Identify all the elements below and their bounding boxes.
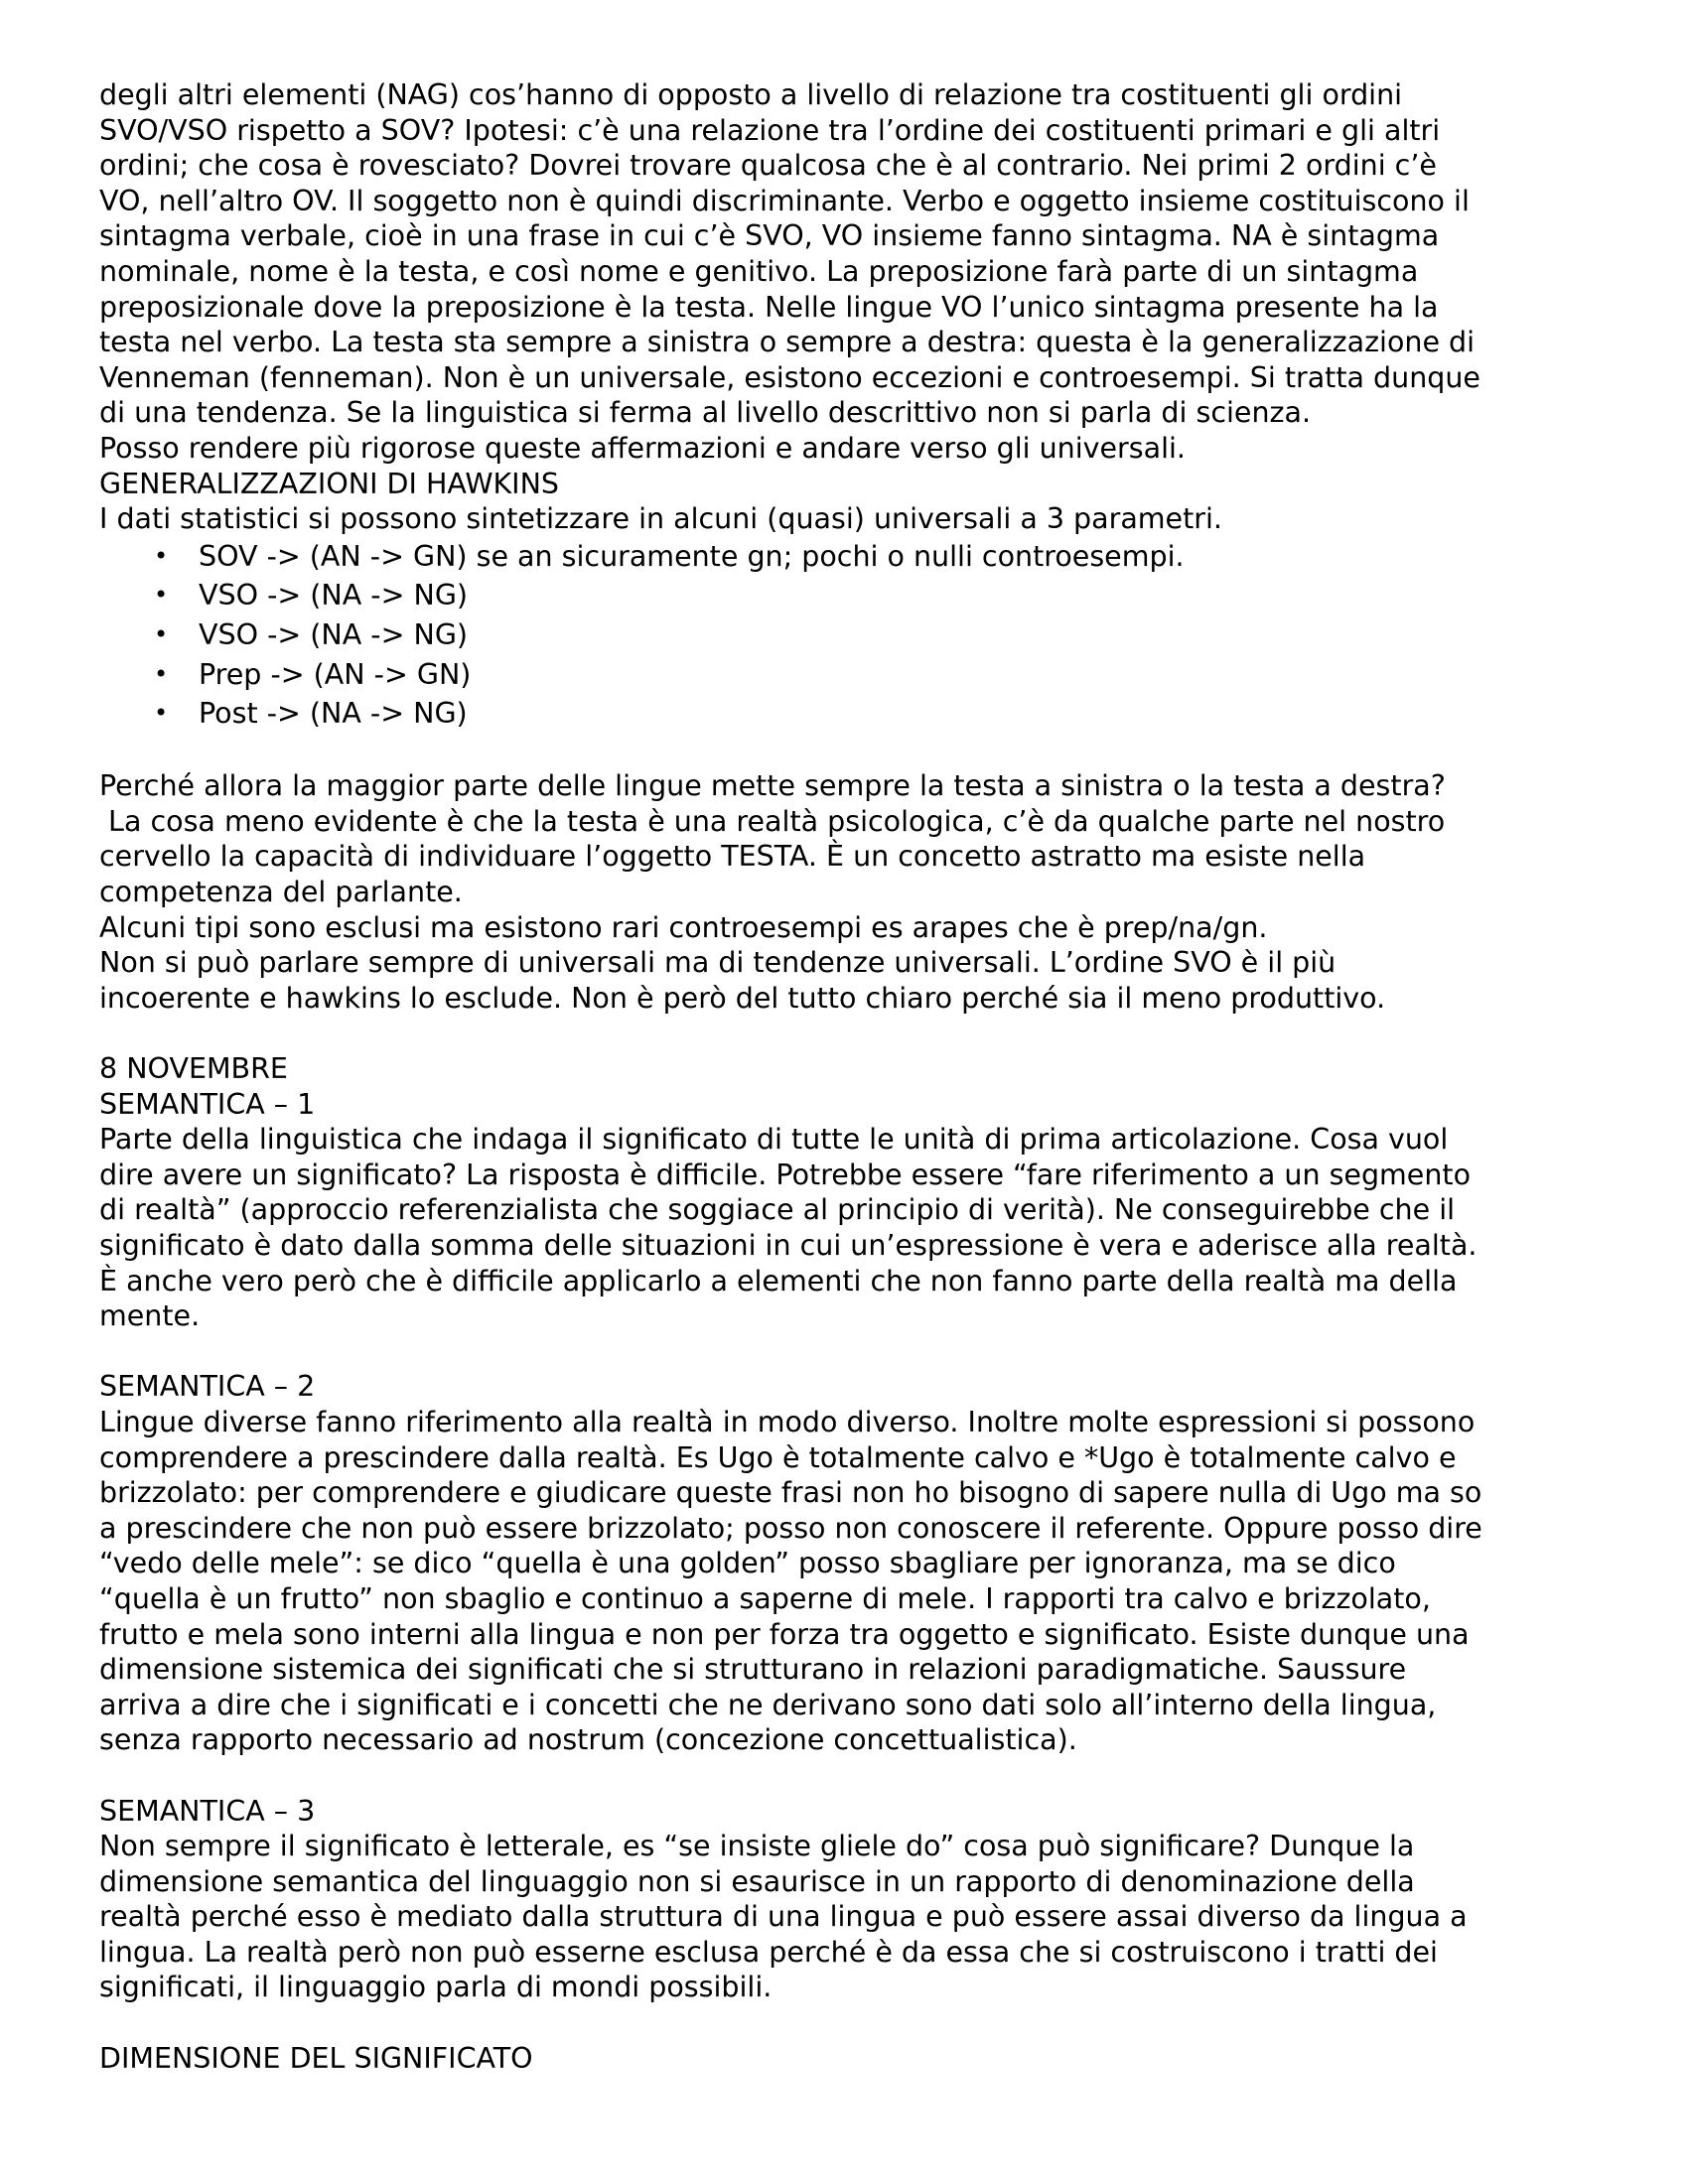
document-page: [99, 77, 1589, 2076]
list-item: [99, 694, 1589, 734]
text-line: Venneman (fenneman). Non è un universale, esistono eccezioni e controesempi. Si tratta dunque: [99, 360, 1480, 394]
blank-line: [99, 1758, 1589, 1794]
text-line: dimensione sistemica dei significati che si strutturano in relazioni paradigmatiche. Saussure: [99, 1653, 1407, 1687]
text-line: senza rapporto necessario ad nostrum (concezione concettualistica).: [99, 1723, 1077, 1757]
text-line: significato è dato dalla somma delle situazioni in cui un’espressione è vera e aderisce alla realtà.: [99, 1229, 1477, 1262]
hawkins-intro: I dati statistici si possono sintetizzare in alcuni (quasi) universali a 3 parametri.: [99, 502, 1222, 536]
text-line: brizzolato: per comprendere e giudicare queste frasi non ho bisogno di sapere nulla di Ugo ma so: [99, 1476, 1482, 1510]
list-item: [99, 537, 1589, 577]
bullet-icon: •: [154, 541, 169, 570]
hawkins-heading: GENERALIZZAZIONI DI HAWKINS: [99, 467, 559, 500]
text-line: cervello la capacità di individuare l’oggetto TESTA. È un concetto astratto ma esiste nella: [99, 840, 1366, 874]
text-line: realtà perché esso è mediato dalla struttura di una lingua e può essere assai diverso da lingua a: [99, 1900, 1468, 1934]
blank-line: [99, 1016, 1589, 1051]
text-line: testa nel verbo. La testa sta sempre a sinistra o sempre a destra: questa è la generalizzazione di: [99, 326, 1476, 359]
final-heading: DIMENSIONE DEL SIGNIFICATO: [99, 2041, 533, 2075]
text-line: Perché allora la maggior parte delle lingue mette sempre la testa a sinistra o la testa a destra?: [99, 769, 1446, 803]
semantica-3-section: [99, 1794, 1589, 2006]
section-heading: SEMANTICA – 3: [99, 1794, 316, 1828]
text-line: comprendere a prescindere dalla realtà. Es Ugo è totalmente calvo e *Ugo è totalmente calvo e: [99, 1440, 1457, 1474]
text-line: mente.: [99, 1299, 201, 1333]
text-line: arriva a dire che i significati e i concetti che ne derivano sono dati solo all’interno della lingua,: [99, 1688, 1437, 1721]
list-item: [99, 615, 1589, 655]
list-item-text: Post -> (NA -> NG): [199, 697, 468, 731]
text-line: nominale, nome è la testa, e così nome e genitivo. La preposizione farà parte di un sintagma: [99, 254, 1419, 288]
list-item-text: VSO -> (NA -> NG): [199, 617, 469, 651]
semantica-2-section: [99, 1369, 1589, 1758]
text-line: preposizionale dove la preposizione è la testa. Nelle lingue VO l’unico sintagma presente ha la: [99, 290, 1439, 324]
bullet-icon: •: [154, 581, 169, 610]
section-heading: SEMANTICA – 1: [99, 1087, 316, 1121]
text-line: “vedo delle mele”: se dico “quella è una golden” posso sbagliare per ignoranza, ma se dico: [99, 1547, 1396, 1580]
text-line: incoerente e hawkins lo esclude. Non è però del tutto chiaro perché sia il meno produttivo.: [99, 981, 1386, 1015]
list-item: [99, 655, 1589, 695]
text-line: Alcuni tipi sono esclusi ma esistono rari controesempi es arapes che è prep/na/gn.: [99, 910, 1268, 944]
text-line: competenza del parlante.: [99, 876, 463, 909]
text-line: SVO/VSO rispetto a SOV? Ipotesi: c’è una relazione tra l’ordine dei costituenti primari e gli altri: [99, 113, 1441, 147]
testa-paragraph: [99, 768, 1589, 1016]
text-line: lingua. La realtà però non può esserne esclusa perché è da essa che si costruiscono i tratti dei: [99, 1935, 1438, 1969]
text-line: a prescindere che non può essere brizzolato; posso non conoscere il referente. Oppure posso dire: [99, 1511, 1482, 1545]
list-item-text: VSO -> (NA -> NG): [199, 579, 469, 613]
hawkins-list: [99, 537, 1589, 734]
blank-line: [99, 2005, 1589, 2041]
text-line: di realtà” (approccio referenzialista che soggiace al principio di verità). Ne conseguirebbe che il: [99, 1193, 1456, 1227]
bullet-icon: •: [154, 659, 169, 688]
text-line: degli altri elementi (NAG) cos’hanno di opposto a livello di relazione tra costituenti gli ordini: [99, 78, 1403, 111]
text-line: ordini; che cosa è rovesciato? Dovrei trovare qualcosa che è al contrario. Nei primi 2 ordini c’è: [99, 149, 1437, 183]
list-item: [99, 576, 1589, 615]
text-line: VO, nell’altro OV. Il soggetto non è quindi discriminante. Verbo e oggetto insieme costituiscono il: [99, 184, 1470, 217]
text-line: “quella è un frutto” non sbaglio e continuo a saperne di mele. I rapporti tra calvo e brizzolato,: [99, 1581, 1431, 1615]
list-item-text: Prep -> (AN -> GN): [199, 657, 472, 691]
text-line: Lingue diverse fanno riferimento alla realtà in modo diverso. Inoltre molte espressioni si possono: [99, 1405, 1476, 1438]
text-line: sintagma verbale, cioè in una frase in cui c’è SVO, VO insieme fanno sintagma. NA è sintagma: [99, 219, 1440, 253]
intro-paragraph: [99, 77, 1589, 467]
text-line: significati, il linguaggio parla di mondi possibili.: [99, 1971, 773, 2004]
text-line: dire avere un significato? La risposta è difficile. Potrebbe essere “fare riferimento a un segmento: [99, 1158, 1472, 1191]
text-line: Posso rendere più rigorose queste affermazioni e andare verso gli universali.: [99, 431, 1186, 465]
text-line: Non si può parlare sempre di universali ma di tendenze universali. L’ordine SVO è il più: [99, 946, 1336, 980]
text-line: di una tendenza. Se la linguistica si ferma al livello descrittivo non si parla di scienza.: [99, 396, 1312, 430]
blank-line: [99, 1334, 1589, 1370]
text-line: È anche vero però che è difficile applicarlo a elementi che non fanno parte della realtà ma della: [99, 1264, 1458, 1297]
blank-line: [99, 734, 1589, 769]
text-line: dimensione semantica del linguaggio non si esaurisce in un rapporto di denominazione della: [99, 1864, 1415, 1898]
section-heading: SEMANTICA – 2: [99, 1370, 316, 1404]
list-item-text: SOV -> (AN -> GN) se an sicuramente gn; pochi o nulli controesempi.: [199, 539, 1185, 573]
bullet-icon: •: [154, 699, 169, 728]
text-line: La cosa meno evidente è che la testa è una realtà psicologica, c’è da qualche parte nel nostro: [99, 804, 1446, 838]
bullet-icon: •: [154, 619, 169, 648]
semantica-1-section: [99, 1087, 1589, 1334]
text-line: frutto e mela sono interni alla lingua e non per forza tra oggetto e significato. Esiste dunque una: [99, 1617, 1470, 1651]
date-heading: 8 NOVEMBRE: [99, 1052, 288, 1086]
text-line: Parte della linguistica che indaga il significato di tutte le unità di prima articolazione. Cosa vuol: [99, 1123, 1449, 1157]
text-line: Non sempre il significato è letterale, es “se insiste gliele do” cosa può significare? Dunque la: [99, 1830, 1415, 1863]
